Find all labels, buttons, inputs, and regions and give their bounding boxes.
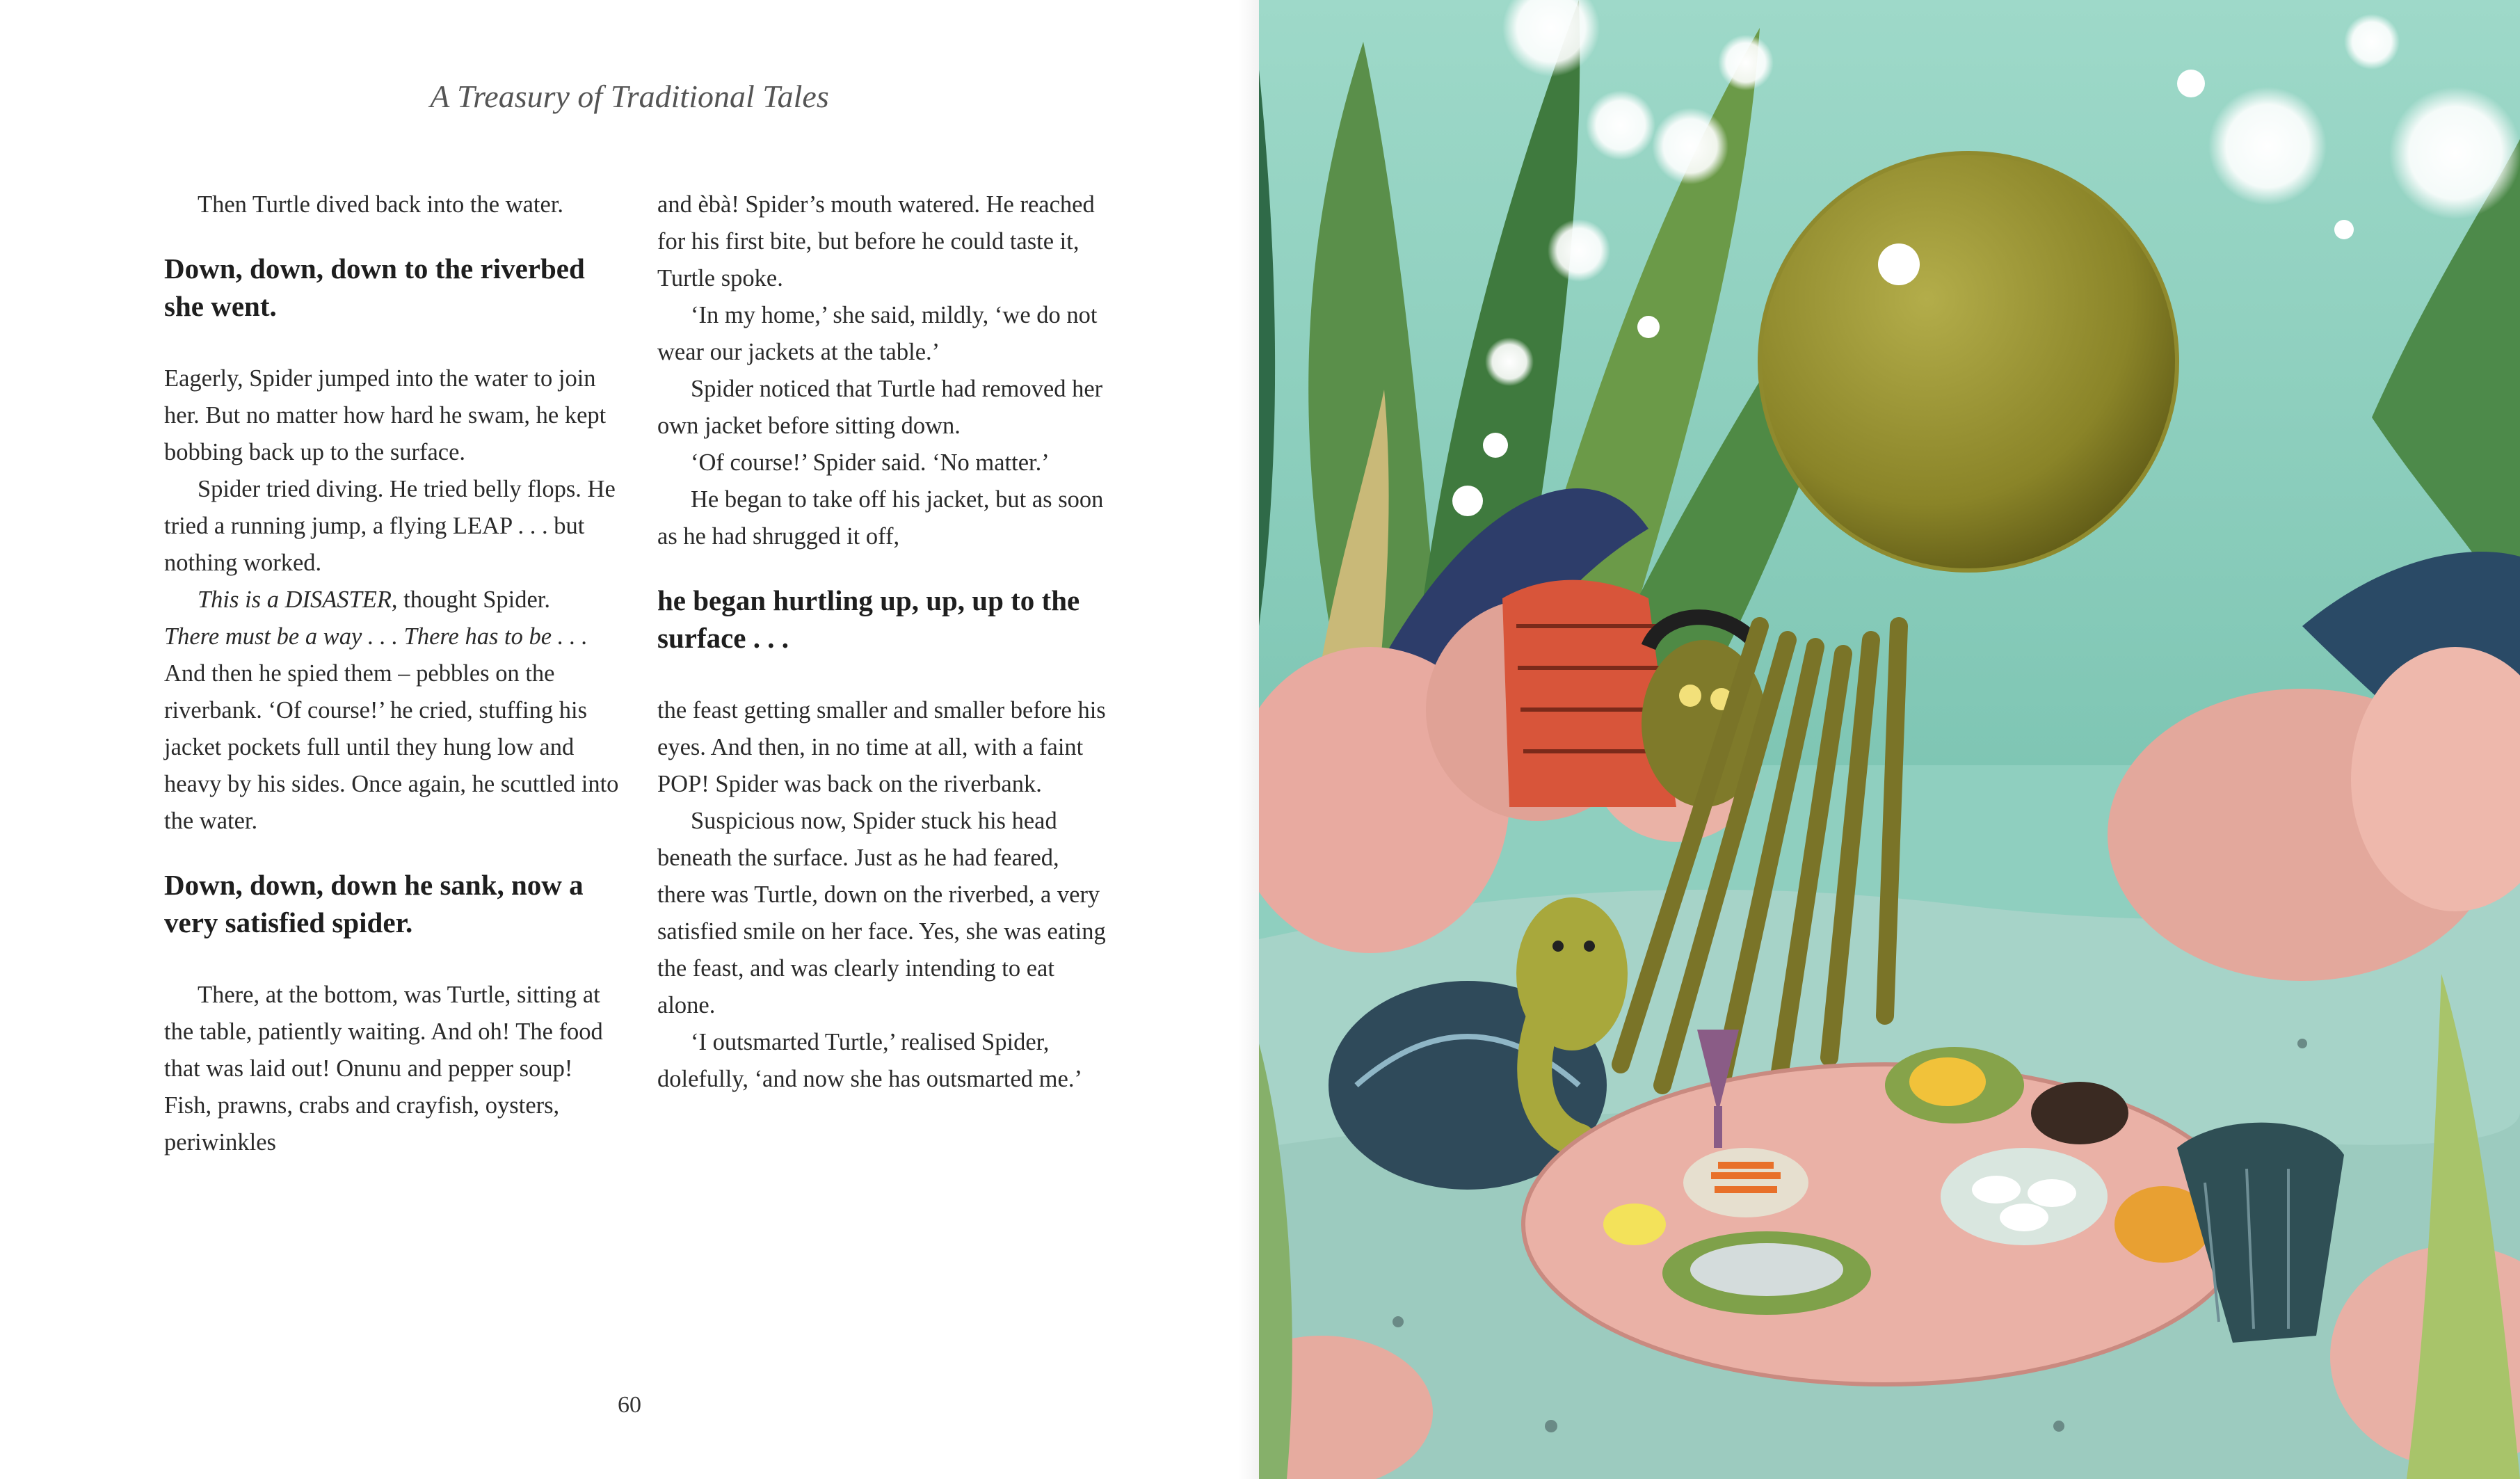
prawn-plate [1683, 1148, 1808, 1217]
paragraph [164, 582, 620, 840]
fish [1690, 1243, 1843, 1296]
left-page [0, 0, 1259, 1479]
pebble [2053, 1421, 2064, 1432]
bubble [2177, 70, 2205, 97]
spider-body-shine [1878, 243, 1920, 285]
pebble [1393, 1316, 1404, 1327]
display-heading: Down, down, down to the riverbed she went. [164, 253, 585, 322]
bubble [2344, 14, 2400, 70]
bubble [1652, 108, 1728, 184]
oyster [2028, 1179, 2076, 1207]
bubble [2389, 87, 2520, 219]
pebble [2297, 1039, 2307, 1048]
underwater-feast-illustration [1259, 0, 2520, 1479]
bubble [2334, 220, 2354, 239]
bubble [1548, 219, 1610, 282]
display-heading: he began hurtling up, up, up to the surface . . . [657, 584, 1080, 654]
text-run: And then he spied them – pebbles on the riverbank. ‘Of course!’ he cried, stuffing his jacket pockets full until they hung low and heavy by his sides. Once again, he scuttled into the water. [164, 660, 619, 834]
turtle-eye [1584, 941, 1595, 952]
bubble [1637, 316, 1660, 338]
text-run: , thought Spider. [391, 586, 550, 613]
italic-text: There must be a way . . . There has to be . . . [164, 623, 588, 650]
paragraph: There, at the bottom, was Turtle, sitting at the table, patiently waiting. And oh! The food that was laid out! Onunu and pepper soup! Fish, prawns, crabs and crayfish, oysters, periwinkles [164, 982, 603, 1156]
pebble [1545, 1420, 1557, 1432]
oyster [1972, 1176, 2021, 1204]
page-number: 60 [618, 1392, 641, 1418]
goblet-stem [1714, 1106, 1722, 1148]
paragraph: and èbà! Spider’s mouth watered. He reached for his first bite, but before he could taste it, Turtle spoke. [657, 191, 1095, 291]
turtle-eye [1552, 941, 1564, 952]
bubble [1718, 35, 1774, 90]
spider-eye [1679, 685, 1701, 707]
paragraph: He began to take off his jacket, but as soon as he had shrugged it off, [657, 486, 1104, 550]
bubble [1485, 337, 1534, 386]
book-gutter-shadow [1238, 0, 1259, 1479]
bubble [1586, 90, 1655, 160]
plantain-slices [1603, 1204, 1666, 1245]
bubble [1483, 433, 1508, 458]
illustration-page [1259, 0, 2520, 1479]
text-column-right [657, 186, 1113, 1098]
bubble [2208, 87, 2327, 205]
paragraph: Eagerly, Spider jumped into the water to join her. But no matter how hard he swam, he kept bobbing back up to the surface. [164, 365, 607, 465]
spider-body [1760, 153, 2177, 570]
paragraph: Then Turtle dived back into the water. [198, 191, 564, 218]
bubble [1452, 486, 1483, 516]
oyster [2000, 1204, 2048, 1231]
paragraph: Spider noticed that Turtle had removed her own jacket before sitting down. [657, 376, 1103, 439]
italic-text: This is a DISASTER [198, 586, 392, 613]
text-column-left [164, 186, 620, 1161]
paragraph: Spider tried diving. He tried belly flops. He tried a running jump, a flying LEAP . . . but nothing worked. [164, 476, 616, 576]
paragraph: the feast getting smaller and smaller before his eyes. And then, in no time at all, with a faint POP! Spider was back on the riverbank. [657, 697, 1106, 797]
running-title: A Treasury of Traditional Tales [430, 79, 829, 114]
paragraph: ‘In my home,’ she said, mildly, ‘we do not wear our jackets at the table.’ [657, 302, 1098, 365]
yam-dish [1909, 1057, 1986, 1106]
paragraph: Suspicious now, Spider stuck his head beneath the surface. Just as he had feared, there was Turtle, down on the riverbed, a very satisfied smile on her face. Yes, she was eating the feast, and was clearly intending to eat alone. [657, 808, 1106, 1018]
paragraph: ‘I outsmarted Turtle,’ realised Spider, dolefully, ‘and now she has outsmarted me.’ [657, 1029, 1082, 1092]
paragraph: ‘Of course!’ Spider said. ‘No matter.’ [691, 449, 1050, 476]
beans-bowl [2031, 1082, 2128, 1144]
display-heading: Down, down, down he sank, now a very satisfied spider. [164, 869, 584, 938]
